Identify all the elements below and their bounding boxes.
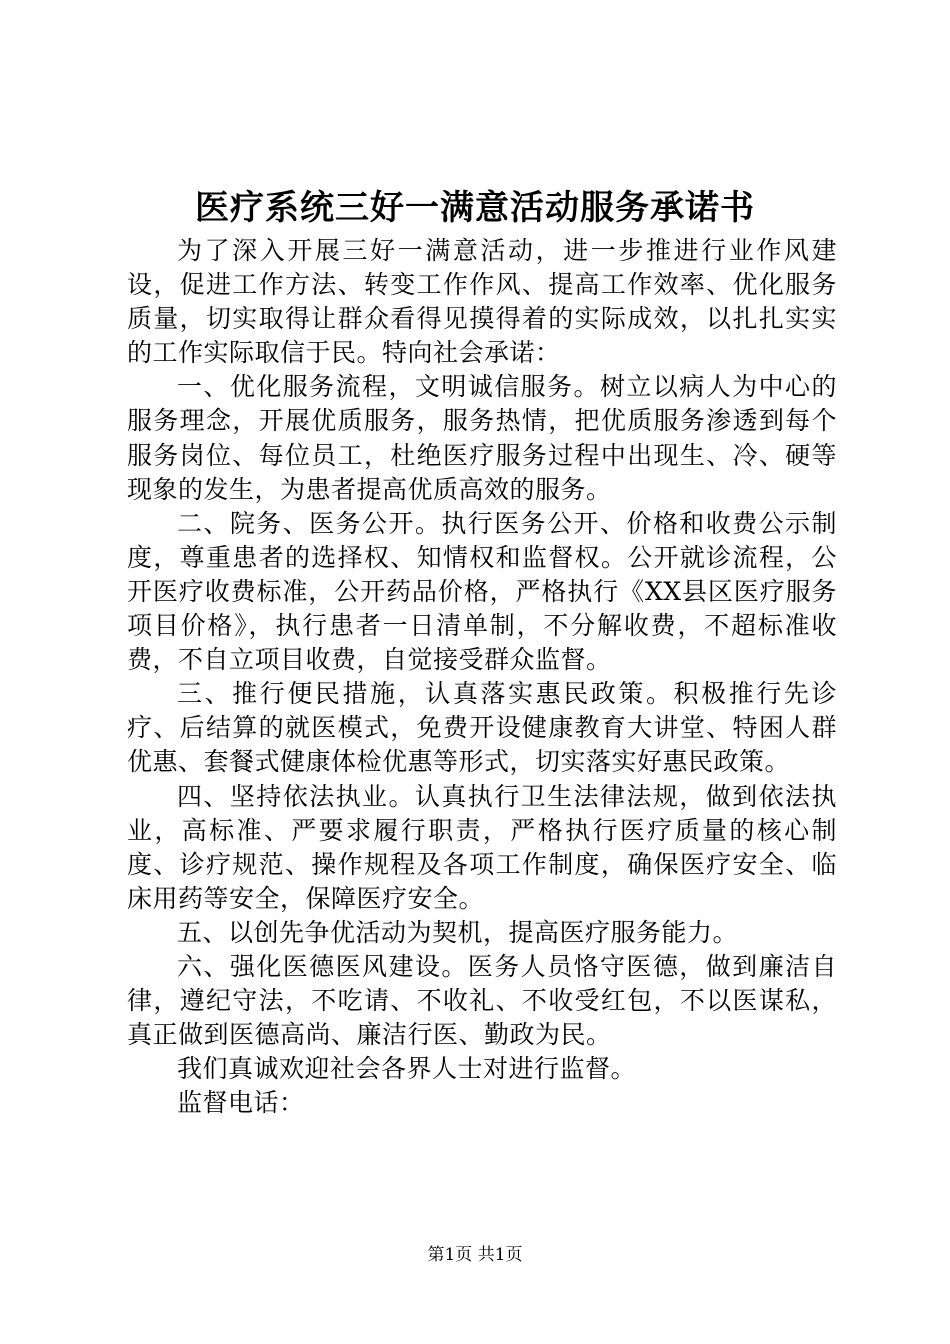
paragraph-commitment-3: 三、推行便民措施，认真落实惠民政策。积极推行先诊疗、后结算的就医模式，免费开设健康教育大讲堂、特困人群优惠、套餐式健康体检优惠等形式，切实落实好惠民政策。 [127,679,837,777]
paragraph-hotline: 监督电话： [177,1088,305,1118]
page-number: 第1页 共1页 [427,1245,523,1265]
paragraph-commitment-1: 一、优化服务流程，文明诚信服务。树立以病人为中心的服务理念，开展优质服务，服务热情，把优质服务渗透到每个服务岗位、每位员工，杜绝医疗服务过程中出现生、冷、硬等现象的发生，为患者提高优质高效的服务。 [127,372,837,504]
paragraph-commitment-5: 五、以创先争优活动为契机，提高医疗服务能力。 [177,917,739,947]
document-title: 医疗系统三好一满意活动服务承诺书 [195,188,755,228]
paragraph-commitment-2: 二、院务、医务公开。执行医务公开、价格和收费公示制度，尊重患者的选择权、知情权和监督权。公开就诊流程，公开医疗收费标准，公开药品价格，严格执行《XX县区医疗服务项目价格》，执行患者一日清单制，不分解收费，不超标准收费，不自立项目收费，自觉接受群众监督。 [127,508,837,675]
paragraph-welcome: 我们真诚欢迎社会各界人士对进行监督。 [177,1054,637,1084]
page-footer [0,1244,950,1266]
paragraph-commitment-6: 六、强化医德医风建设。医务人员恪守医德，做到廉洁自律，遵纪守法，不吃请、不收礼、不收受红包，不以医谋私，真正做到医德高尚、廉洁行医、勤政为民。 [127,951,837,1050]
paragraph-intro: 为了深入开展三好一满意活动，进一步推进行业作风建设，促进工作方法、转变工作作风、提高工作效率、优化服务质量，切实取得让群众看得见摸得着的实际成效，以扎扎实实的工作实际取信于民。特向社会承诺： [127,236,837,368]
document-body [127,234,837,1120]
paragraph-commitment-4: 四、坚持依法执业。认真执行卫生法律法规，做到依法执业，高标准、严要求履行职责，严格执行医疗质量的核心制度、诊疗规范、操作规程及各项工作制度，确保医疗安全、临床用药等安全，保障医疗安全。 [127,781,837,913]
